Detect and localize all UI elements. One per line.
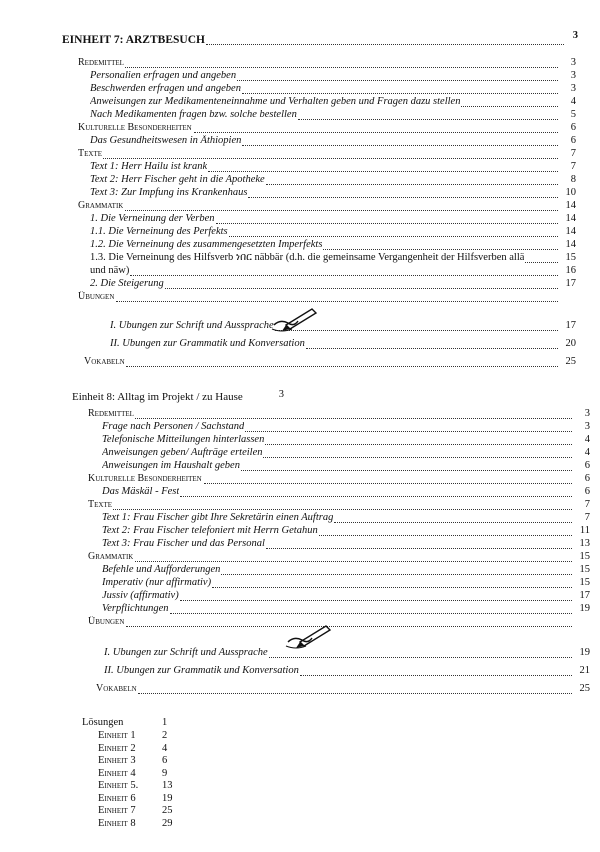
einheit7-entry-page: 3	[570, 57, 576, 68]
leader	[216, 223, 558, 224]
loesungen-title[interactable]: Lösungen	[82, 717, 124, 728]
einheit8-entry-label: Imperativ (nur affirmativ)	[102, 577, 212, 588]
einheit7-entry-page: 14	[565, 239, 576, 250]
einheit8-entry-label: I. Übungen zur Schrift und Aussprache	[104, 647, 268, 658]
leader	[165, 288, 558, 289]
leader	[180, 600, 572, 601]
leader	[103, 158, 558, 159]
einheit8-entry-label: Übungen	[88, 616, 125, 627]
einheit8-title[interactable]: Einheit 8: Alltag im Projekt / zu Hause	[72, 391, 243, 403]
einheit8-entry-page: 7	[584, 499, 590, 510]
leader	[180, 496, 572, 497]
leader	[125, 210, 558, 211]
einheit7-entry-label: Text 1: Herr Hailu ist krank	[90, 161, 208, 172]
loesungen-row-label: Einheit 2	[98, 742, 136, 754]
loesungen-row-page: 19	[162, 792, 173, 804]
leader	[525, 262, 558, 263]
leader	[265, 444, 572, 445]
loesungen-row-page: 29	[162, 817, 173, 829]
einheit7-entry-label: Grammatik	[78, 200, 124, 211]
einheit8-entry-page: 19	[579, 603, 590, 614]
einheit8-entry-page: 19	[579, 647, 590, 658]
einheit8-entry-page: 15	[579, 551, 590, 562]
leader	[130, 275, 558, 276]
einheit7-entry-label: Nach Medikamenten fragen bzw. solche bestellen	[90, 109, 297, 120]
pen-writing-icon	[268, 305, 320, 333]
einheit8-entry-page: 15	[579, 564, 590, 575]
einheit7-entry-page: 3	[570, 83, 576, 94]
einheit8-entry-label: Befehle und Aufforderungen	[102, 564, 221, 575]
einheit8-entry-page: 6	[584, 486, 590, 497]
einheit8-entry-page: 4	[584, 434, 590, 445]
einheit7-entry-label: 1.2. Die Verneinung des zusammengesetzten Imperfekts	[90, 239, 323, 250]
leader	[125, 67, 558, 68]
loesungen-row-label: Einheit 6	[98, 792, 136, 804]
loesungen-row-page: 4	[162, 742, 168, 754]
leader	[170, 613, 573, 614]
leader	[266, 184, 558, 185]
einheit8-entry-page: 15	[579, 577, 590, 588]
einheit7-entry-label: Das Gesundheitswesen in Äthiopien	[90, 135, 242, 146]
einheit7-entry-page: 3	[570, 70, 576, 81]
leader	[242, 145, 558, 146]
einheit7-entry-page: 5	[570, 109, 576, 120]
einheit8-entry-page: 4	[584, 447, 590, 458]
einheit7-entry-label: 1.1. Die Verneinung des Perfekts	[90, 226, 228, 237]
einheit8-entry-page: 3	[584, 408, 590, 419]
einheit7-entry-label: Text 3: Zur Impfung ins Krankenhaus	[90, 187, 248, 198]
einheit7-entry-label: Beschwerden erfragen und angeben	[90, 83, 241, 94]
leader	[212, 587, 572, 588]
einheit7-entry-label: 1.3. Die Verneinung des Hilfsverb ነበር näbbär (d.h. die gemeinsame Vergangenheit der Hilfsverben allä	[90, 252, 525, 263]
einheit8-entry-label: Frage nach Personen / Sachstand	[102, 421, 245, 432]
einheit7-entry-label: Redemittel	[78, 57, 124, 68]
einheit8-entry-label: Anweisungen im Haushalt geben	[102, 460, 240, 471]
leader	[248, 197, 558, 198]
einheit7-entry-label: Anweisungen zur Medikamenteneinnahme und Verhalten geben und Fragen dazu stellen	[90, 96, 461, 107]
einheit7-entry-page: 7	[570, 161, 576, 172]
leader	[206, 44, 564, 45]
einheit8-entry-page: 17	[579, 590, 590, 601]
einheit7-entry-page: 10	[565, 187, 576, 198]
einheit8-entry-label: Telefonische Mitteilungen hinterlassen	[102, 434, 265, 445]
einheit7-entry-label: Texte	[78, 148, 102, 159]
einheit7-entry-page: 4	[570, 96, 576, 107]
leader	[221, 574, 572, 575]
einheit8-entry-page: 7	[584, 512, 590, 523]
pen-writing-icon	[282, 622, 334, 650]
einheit7-entry-label: 2. Die Steigerung	[90, 278, 164, 289]
loesungen-row-page: 6	[162, 755, 168, 766]
leader	[269, 657, 572, 658]
loesungen-title-page: 1	[162, 717, 168, 728]
loesungen-row-page: 9	[162, 767, 168, 779]
loesungen-row-page: 25	[162, 805, 173, 816]
leader	[306, 348, 558, 349]
einheit8-entry-label: II. Übungen zur Grammatik und Konversation	[104, 665, 299, 676]
einheit7-entry-label: Vokabeln	[84, 356, 125, 367]
einheit7-entry-page: 17	[565, 278, 576, 289]
loesungen-row-page: 13	[162, 780, 173, 791]
loesungen-row-label: Einheit 8	[98, 817, 136, 829]
einheit8-entry-label: Das Mäskäl - Fest	[102, 486, 180, 497]
einheit7-entry-page: 14	[565, 213, 576, 224]
einheit8-entry-label: Vokabeln	[96, 683, 137, 694]
einheit8-entry-label: Verpflichtungen	[102, 603, 169, 614]
leader	[135, 418, 572, 419]
einheit7-entry-label: Text 2: Herr Fischer geht in die Apotheke	[90, 174, 265, 185]
leader	[300, 675, 572, 676]
einheit7-entry-page: 16	[565, 265, 576, 276]
einheit7-entry-page: 6	[570, 122, 576, 133]
leader	[126, 366, 558, 367]
einheit8-entry-label: Text 3: Frau Fischer und das Personal	[102, 538, 265, 549]
einheit8-title-page: 3	[278, 389, 284, 400]
einheit8-entry-page: 21	[579, 665, 590, 676]
einheit7-entry-page: 25	[565, 356, 576, 367]
einheit8-entry-label: Anweisungen geben/ Aufträge erteilen	[102, 447, 263, 458]
leader	[242, 93, 558, 94]
leader	[298, 119, 558, 120]
loesungen-row-label: Einheit 4	[98, 767, 136, 779]
einheit7-title-page: 3	[572, 30, 578, 41]
einheit8-entry-page: 13	[579, 538, 590, 549]
leader	[266, 548, 572, 549]
leader	[204, 483, 572, 484]
leader	[135, 561, 572, 562]
einheit7-entry-page: 20	[565, 338, 576, 349]
leader	[194, 132, 558, 133]
loesungen-row-label: Einheit 1	[98, 730, 136, 741]
einheit7-title[interactable]: EINHEIT 7: ARZTBESUCH	[62, 34, 205, 46]
einheit8-entry-label: Text 2: Frau Fischer telefoniert mit Herrn Getahun	[102, 525, 318, 536]
einheit7-entry-page: 14	[565, 226, 576, 237]
einheit8-entry-page: 6	[584, 473, 590, 484]
einheit7-entry-page: 7	[570, 148, 576, 159]
einheit7-entry-label: Kulturelle Besonderheiten	[78, 122, 192, 133]
leader	[138, 693, 572, 694]
einheit7-entry-label: 1. Die Verneinung der Verben	[90, 213, 215, 224]
einheit8-entry-label: Jussiv (affirmativ)	[102, 590, 179, 601]
leader	[126, 626, 572, 627]
loesungen-row-label: Einheit 3	[98, 755, 136, 766]
leader	[113, 509, 572, 510]
einheit7-entry-page: 14	[565, 200, 576, 211]
einheit7-entry-page: 17	[565, 320, 576, 331]
leader	[208, 171, 558, 172]
einheit7-entry-label: Personalien erfragen und angeben	[90, 70, 237, 81]
einheit8-entry-label: Grammatik	[88, 551, 134, 562]
einheit7-entry-label: I. Übungen zur Schrift und Aussprache	[110, 320, 274, 331]
einheit8-entry-label: Kulturelle Besonderheiten	[88, 473, 202, 484]
einheit8-entry-label: Text 1: Frau Fischer gibt Ihre Sekretärin einen Auftrag	[102, 512, 334, 523]
leader	[116, 301, 558, 302]
leader	[229, 236, 558, 237]
einheit7-entry-label: und näw)	[90, 265, 130, 276]
einheit7-entry-label: II. Übungen zur Grammatik und Konversation	[110, 338, 305, 349]
einheit8-entry-page: 3	[584, 421, 590, 432]
loesungen-row-label: Einheit 7	[98, 805, 136, 816]
leader	[241, 470, 572, 471]
leader	[263, 457, 572, 458]
leader	[323, 249, 558, 250]
einheit8-entry-label: Redemittel	[88, 408, 134, 419]
leader	[319, 535, 572, 536]
einheit8-entry-page: 6	[584, 460, 590, 471]
einheit7-entry-label: Übungen	[78, 291, 115, 302]
loesungen-row-label: Einheit 5.	[98, 780, 139, 791]
einheit8-entry-page: 25	[579, 683, 590, 694]
einheit7-entry-page: 8	[570, 174, 576, 185]
einheit7-entry-page: 15	[565, 252, 576, 263]
einheit8-entry-label: Texte	[88, 499, 112, 510]
leader	[245, 431, 572, 432]
leader	[334, 522, 572, 523]
leader	[237, 80, 558, 81]
loesungen-row-page: 2	[162, 730, 168, 741]
einheit7-entry-page: 6	[570, 135, 576, 146]
leader	[461, 106, 558, 107]
einheit8-entry-page: 11	[579, 525, 590, 536]
